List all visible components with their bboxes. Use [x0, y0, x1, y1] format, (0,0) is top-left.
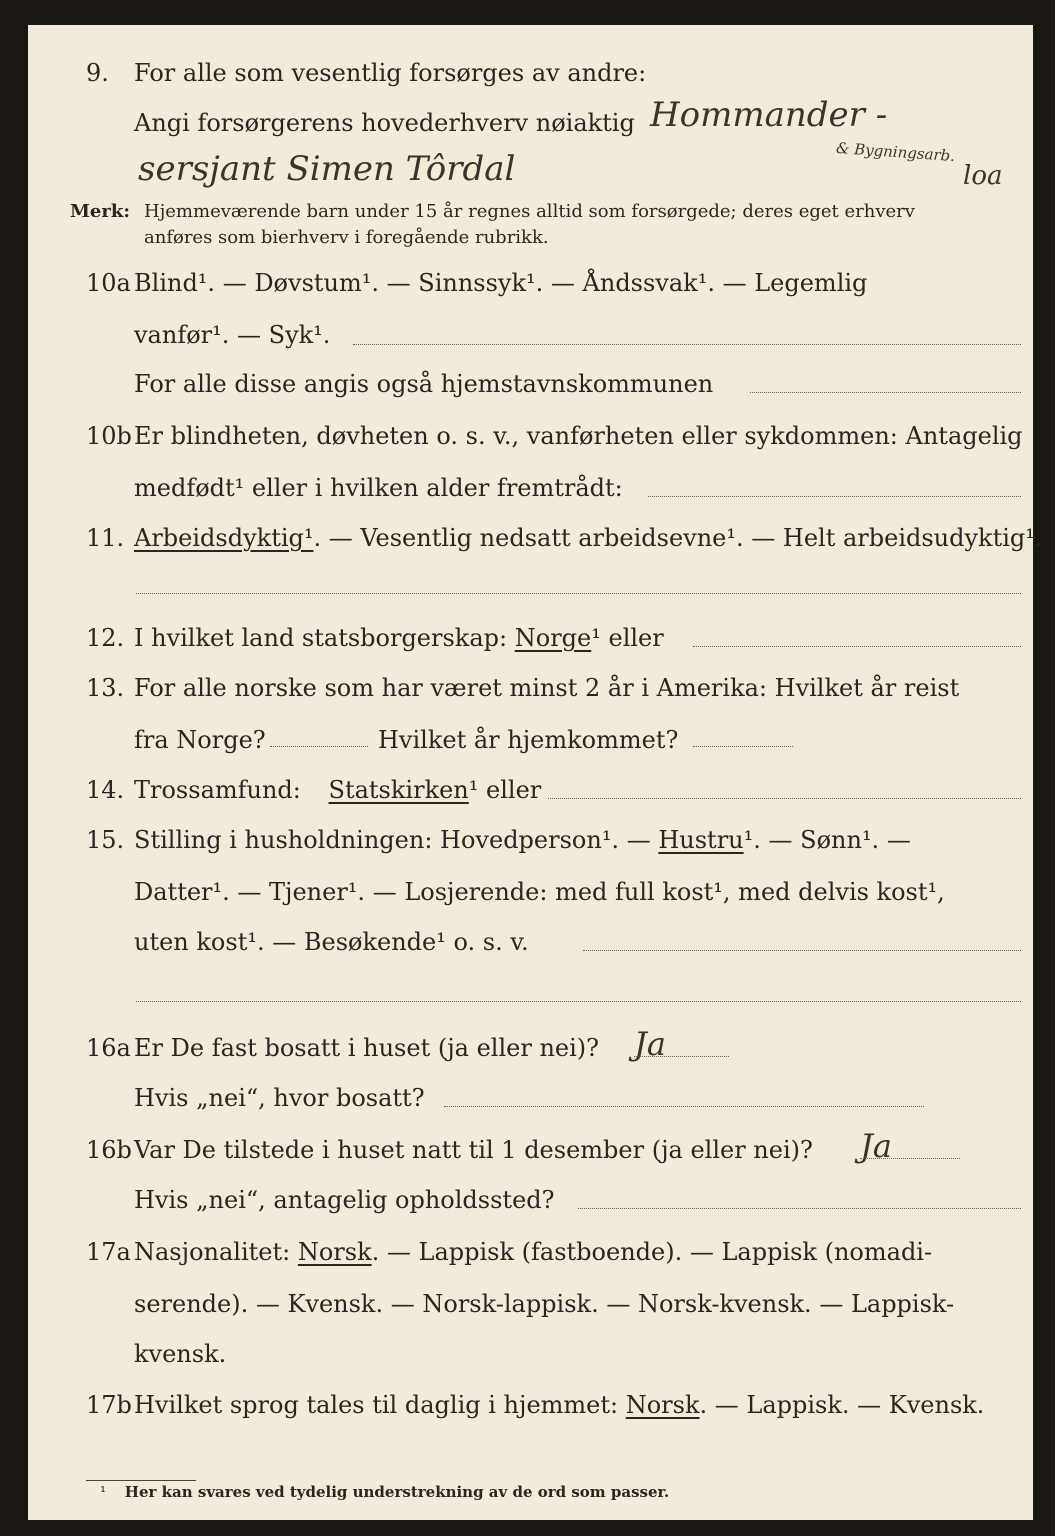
q10b-number: 10b: [86, 422, 132, 450]
q10a-text1: Blind¹. — Døvstum¹. — Sinnssyk¹. — Åndssvak¹. — Legemlig: [134, 269, 868, 297]
q15-answer-line: [583, 949, 1021, 951]
q11-text: [134, 523, 1043, 553]
q17b-text: [134, 1390, 984, 1420]
q14-text: [134, 775, 541, 805]
q12-text: [134, 623, 664, 653]
footnote-text: Her kan svares ved tydelig understrekning av de ord som passer.: [124, 1483, 670, 1501]
q17b-number: 17b: [86, 1391, 132, 1419]
q17a-number: 17a: [86, 1238, 131, 1266]
q9-handwritten-3: & Bygningsarb.: [835, 138, 956, 166]
footnote-mark: ¹: [100, 1483, 107, 1501]
q10a-answer-line: [353, 343, 1021, 345]
q16b-handwritten-answer: Ja: [860, 1127, 892, 1165]
q10b-text2: medfødt¹ eller i hvilken alder fremtrådt:: [134, 474, 623, 502]
q10a-kommune-line: [750, 391, 1021, 393]
q16a-text1: Er De fast bosatt i huset (ja eller nei)?: [134, 1034, 600, 1062]
q10a-text3: For alle disse angis også hjemstavnskommunen: [134, 370, 714, 398]
q12-number: 12.: [86, 624, 125, 652]
q13-hjemkommet-line: [693, 745, 793, 747]
q16a-text2: Hvis „nei“, hvor bosatt?: [134, 1084, 425, 1112]
q9-text2: Angi forsørgerens hovederhverv nøiaktig: [134, 109, 635, 137]
footnote-separator: [86, 1480, 196, 1481]
q9-handwritten-4: loa: [963, 161, 1003, 191]
q12-pre: I hvilket land statsborgerskap:: [134, 624, 508, 652]
q14-number: 14.: [86, 776, 125, 804]
q13-reist-line: [270, 745, 368, 747]
merk-label: Merk:: [70, 201, 130, 222]
q14-post: ¹ eller: [468, 776, 542, 804]
q15-underlined-answer: Hustru: [658, 826, 744, 854]
q17a-text1: [134, 1237, 932, 1267]
q17b-pre: Hvilket sprog tales til daglig i hjemmet:: [134, 1391, 619, 1419]
q12-underlined-answer: Norge: [514, 624, 592, 652]
q17b-underlined-answer: Norsk: [625, 1391, 700, 1419]
q17a-post: . — Lappisk (fastboende). — Lappisk (nomadi-: [371, 1238, 933, 1266]
merk-text2: anføres som bierhverv i foregående rubrikk.: [144, 227, 549, 248]
q10a-number: 10a: [86, 269, 131, 297]
q16b-sted-line: [578, 1207, 1021, 1209]
q16b-text1: Var De tilstede i huset natt til 1 desember (ja eller nei)?: [134, 1136, 813, 1164]
q17a-pre: Nasjonalitet:: [134, 1238, 291, 1266]
q11-underlined-answer: Arbeidsdyktig¹: [134, 524, 314, 552]
q11-rest: . — Vesentlig nedsatt arbeidsevne¹. — Helt arbeidsudyktig¹.: [313, 524, 1043, 552]
q16b-number: 16b: [86, 1136, 132, 1164]
q9-handwritten-2: sersjant Simen Tôrdal: [138, 149, 516, 189]
q13-text2b: Hvilket år hjemkommet?: [378, 726, 679, 754]
q9-number: 9.: [86, 59, 109, 87]
q17a-underlined-answer: Norsk: [297, 1238, 372, 1266]
q12-answer-line: [693, 645, 1021, 647]
q12-post: ¹ eller: [591, 624, 664, 652]
q15-text2: Datter¹. — Tjener¹. — Losjerende: med full kost¹, med delvis kost¹,: [134, 878, 945, 906]
q15-pre: Stilling i husholdningen: Hovedperson¹. —: [134, 826, 651, 854]
q16a-bosatt-line: [444, 1105, 924, 1107]
merk-text1: Hjemmeværende barn under 15 år regnes alltid som forsørgede; deres eget erhverv: [144, 201, 915, 222]
q10b-answer-line: [648, 495, 1021, 497]
q11-number: 11.: [86, 524, 125, 552]
q15-text3: uten kost¹. — Besøkende¹ o. s. v.: [134, 928, 529, 956]
q15-post: ¹. — Sønn¹. —: [743, 826, 911, 854]
q13-text1: For alle norske som har været minst 2 år i Amerika: Hvilket år reist: [134, 674, 960, 702]
q16b-text2: Hvis „nei“, antagelig opholdssted?: [134, 1186, 555, 1214]
q17a-text2: serende). — Kvensk. — Norsk-lappisk. — Norsk-kvensk. — Lappisk-: [134, 1290, 955, 1318]
q16a-number: 16a: [86, 1034, 131, 1062]
q9-handwritten-1: Hommander -: [650, 95, 888, 135]
q17a-text3: kvensk.: [134, 1340, 227, 1368]
q13-number: 13.: [86, 674, 125, 702]
q14-pre: Trossamfund:: [134, 776, 301, 804]
footnote: [100, 1483, 669, 1501]
q16a-handwritten-answer: Ja: [634, 1025, 666, 1063]
census-form-page: [28, 25, 1043, 1520]
q13-text2a: fra Norge?: [134, 726, 266, 754]
q14-underlined-answer: Statskirken: [328, 776, 469, 804]
q15-number: 15.: [86, 826, 125, 854]
q11-answer-line: [136, 592, 1021, 594]
q16b-answer-line: [860, 1157, 960, 1159]
q15-answer-line2: [136, 1000, 1021, 1002]
q9-text1: For alle som vesentlig forsørges av andre:: [134, 59, 647, 87]
q16a-answer-line: [634, 1055, 729, 1057]
q17b-post: . — Lappisk. — Kvensk.: [699, 1391, 985, 1419]
q14-answer-line: [548, 797, 1021, 799]
q10a-text2: vanfør¹. — Syk¹.: [134, 321, 331, 349]
q10b-text1: Er blindheten, døvheten o. s. v., vanførheten eller sykdommen: Antagelig: [134, 422, 1023, 450]
q15-text1: [134, 825, 911, 855]
